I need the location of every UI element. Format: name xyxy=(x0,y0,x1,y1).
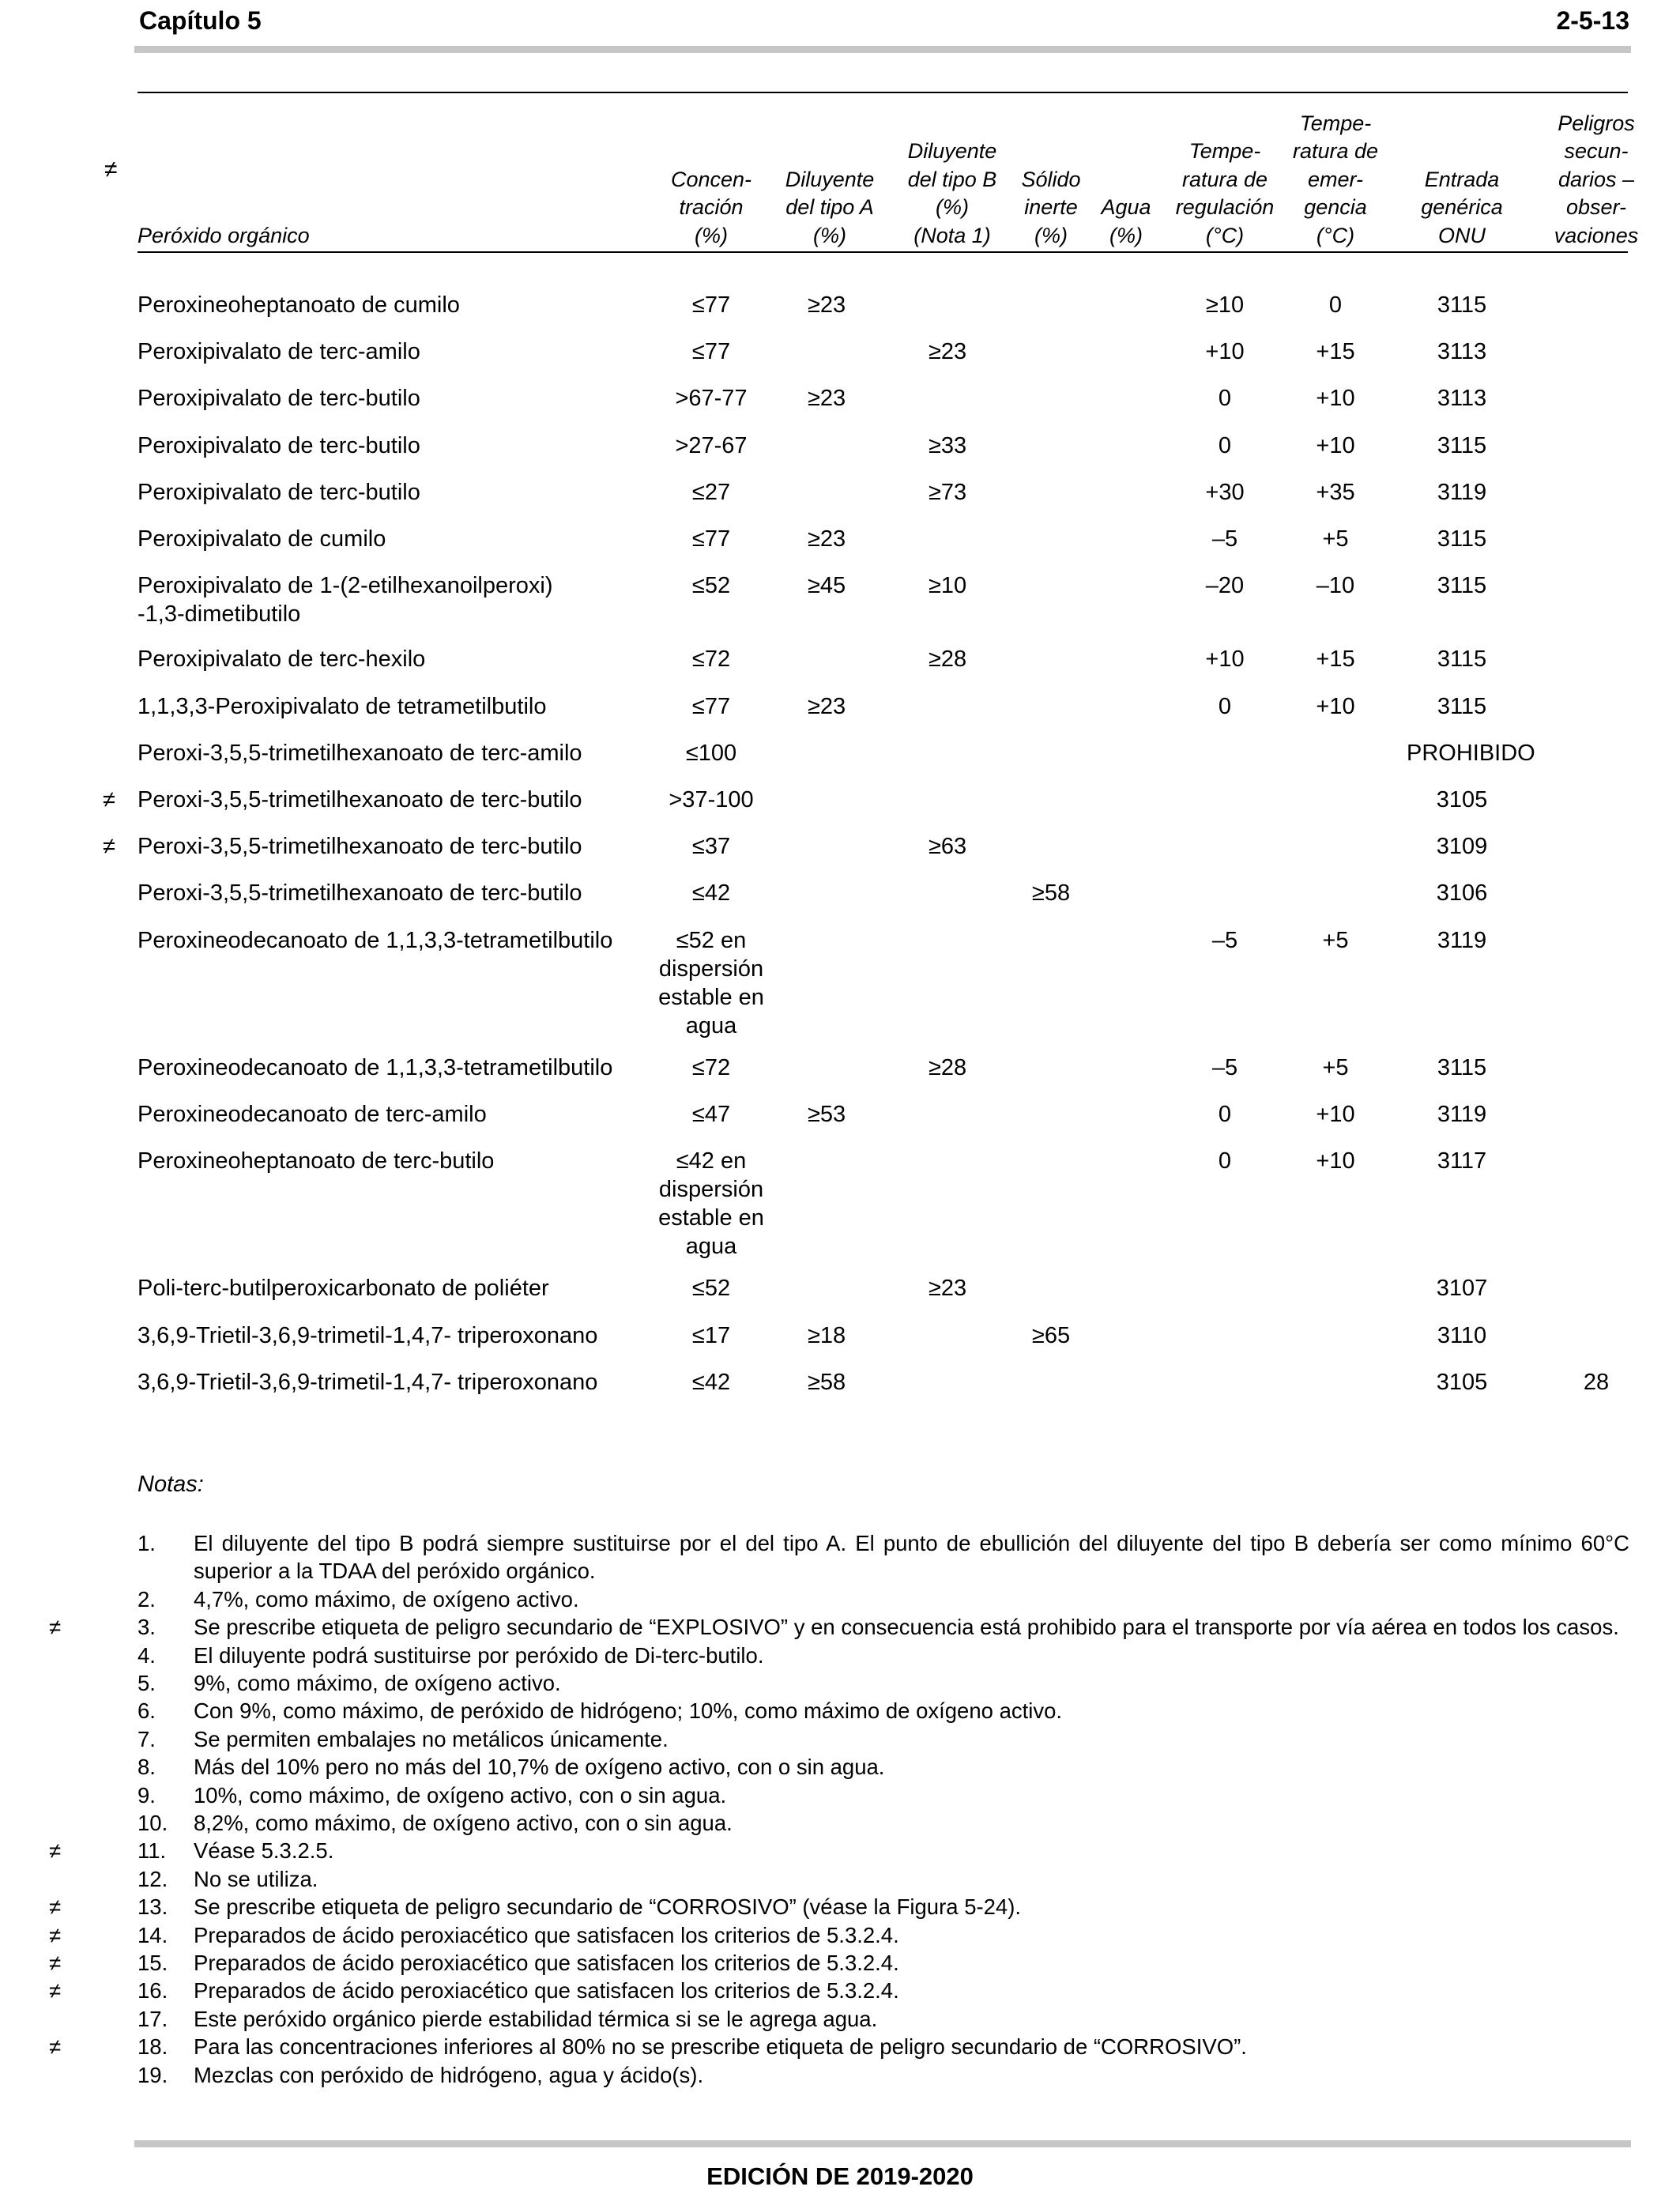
revision-mark: ≠ xyxy=(49,1615,62,1640)
note-number: 18. xyxy=(137,2034,168,2060)
note-text: Se permiten embalajes no metálicos únicamente. xyxy=(194,1726,669,1751)
col-header-line: (%) xyxy=(695,223,728,247)
cell-concentration xyxy=(648,692,774,721)
cell-concentration xyxy=(648,1054,774,1082)
cell-control-temp: +10 xyxy=(1205,339,1245,365)
cell-emergency-temp: +10 xyxy=(1316,386,1355,412)
note-text: El diluyente podrá sustituirse por peróxido de Di-terc-butilo. xyxy=(194,1642,764,1668)
cell-emergency-temp: +10 xyxy=(1316,1148,1355,1174)
revision-mark: ≠ xyxy=(49,1951,62,1975)
cell-concentration xyxy=(648,926,774,1040)
cell-un-entry: 3115 xyxy=(1437,647,1487,673)
cell-un-entry: 3115 xyxy=(1437,526,1487,552)
cell-concentration-line: ≤52 xyxy=(691,573,731,599)
cell-un-entry: 3107 xyxy=(1436,1276,1488,1302)
cell-substance-name xyxy=(137,692,643,721)
cell-concentration xyxy=(648,432,774,460)
cell-un-entry: 3109 xyxy=(1436,834,1488,860)
cell-emergency-temp: +5 xyxy=(1322,927,1349,953)
cell-concentration-line: ≤37 xyxy=(691,834,731,860)
cell-substance-name xyxy=(137,645,643,673)
note-number: 10. xyxy=(137,1811,168,1835)
note-text: Preparados de ácido peroxiacético que satisfacen los criterios de 5.3.2.4. xyxy=(194,1978,899,2004)
col-header-line: emer- xyxy=(1307,167,1364,191)
col-header-name xyxy=(137,222,454,251)
col-header-line: Agua xyxy=(1101,195,1151,219)
note-text: Más del 10% pero no más del 10,7% de oxígeno activo, con o sin agua. xyxy=(194,1755,885,1780)
note-text: Este peróxido orgánico pierde estabilidad térmica si se le agrega agua. xyxy=(194,2006,878,2031)
footer-edition: EDICIÓN DE 2019-2020 xyxy=(706,2162,974,2190)
cell-diluent-b: ≥10 xyxy=(929,573,967,599)
cell-concentration-line: ≤100 xyxy=(685,740,737,766)
col-header-line: del tipo A xyxy=(785,195,874,219)
cell-substance-name xyxy=(137,1054,643,1082)
table-header xyxy=(0,101,1680,250)
note-number: 2. xyxy=(137,1586,156,1612)
cell-substance-name xyxy=(137,832,643,861)
cell-control-temp: +30 xyxy=(1205,479,1245,505)
cell-diluent-a: ≥23 xyxy=(808,292,846,318)
cell-control-temp: –5 xyxy=(1211,526,1238,552)
cell-substance-name-line: Peroxineoheptanoato de cumilo xyxy=(137,292,460,318)
cell-concentration xyxy=(648,786,774,814)
cell-substance-name xyxy=(137,571,643,628)
note-text: El diluyente del tipo B podrá siempre sustituirse por el del tipo A. El punto de ebullición del diluyente del tipo B debería ser como mínimo 60°C superior a la TDAA del peróxido orgánico. xyxy=(194,1531,1629,1584)
cell-un-entry: 3119 xyxy=(1437,927,1487,953)
cell-control-temp: 0 xyxy=(1218,432,1232,458)
col-header-line: Diluyente xyxy=(785,167,875,191)
note-text: Para las concentraciones inferiores al 80% no se prescribe etiqueta de peligro secundario de “CORROSIVO”. xyxy=(194,2034,1247,2060)
col-header-un-entry xyxy=(1407,166,1517,251)
cell-concentration xyxy=(648,1368,774,1397)
note-number: 4. xyxy=(137,1642,156,1668)
cell-concentration xyxy=(648,832,774,861)
cell-substance-name-line: Peroxipivalato de terc-amilo xyxy=(137,339,420,365)
cell-concentration xyxy=(648,1147,774,1261)
cell-substance-name xyxy=(137,926,643,955)
cell-un-entry: 3113 xyxy=(1437,386,1487,412)
cell-substance-name-line: Peroxi-3,5,5-trimetilhexanoato de terc-butilo xyxy=(137,834,582,860)
cell-diluent-b: ≥23 xyxy=(929,1276,967,1302)
cell-concentration-line: estable en xyxy=(658,984,764,1010)
cell-concentration xyxy=(648,879,774,907)
note-number: 17. xyxy=(137,2006,168,2031)
col-header-line: Diluyente xyxy=(907,139,997,163)
cell-diluent-b: ≥73 xyxy=(929,479,967,505)
cell-emergency-temp: –10 xyxy=(1316,573,1355,599)
note-number: 15. xyxy=(137,1951,168,1975)
note-number: 3. xyxy=(137,1615,156,1640)
cell-concentration-line: ≤77 xyxy=(691,292,731,318)
col-header-line: gencia xyxy=(1304,195,1367,219)
cell-diluent-b: ≥23 xyxy=(929,339,967,365)
cell-substance-name-line: Peroxineodecanoato de 1,1,3,3-tetrametilbutilo xyxy=(137,1054,613,1080)
revision-mark: ≠ xyxy=(49,1838,62,1864)
cell-concentration-line: ≤52 en xyxy=(676,927,747,953)
note-text: Preparados de ácido peroxiacético que satisfacen los criterios de 5.3.2.4. xyxy=(194,1951,899,1975)
cell-un-entry: 3115 xyxy=(1437,693,1487,719)
cell-diluent-b: ≥33 xyxy=(929,432,967,458)
cell-un-entry: 3119 xyxy=(1437,479,1487,505)
note-number: 14. xyxy=(137,1922,168,1947)
cell-concentration xyxy=(648,525,774,553)
cell-control-temp: –5 xyxy=(1211,1054,1238,1080)
chapter-title: Capítulo 5 xyxy=(139,6,262,35)
cell-substance-name-line: Peroxi-3,5,5-trimetilhexanoato de terc-butilo xyxy=(137,880,582,907)
table-top-rule xyxy=(137,92,1628,93)
cell-substance-name-line: Peroxineodecanoato de 1,1,3,3-tetrametilbutilo xyxy=(137,927,613,953)
note-number: 19. xyxy=(137,2062,168,2087)
notes-title: Notas: xyxy=(137,1472,204,1497)
cell-concentration xyxy=(648,739,774,767)
cell-substance-name-line: Peroxipivalato de terc-butilo xyxy=(137,479,420,505)
cell-substance-name-line: Peroxipivalato de 1-(2-etilhexanoilperoxi) xyxy=(137,573,553,599)
cell-control-temp: +10 xyxy=(1205,647,1245,673)
cell-substance-name xyxy=(137,739,643,767)
cell-un-entry: 3115 xyxy=(1437,1054,1487,1080)
cell-substance-name xyxy=(137,1100,643,1129)
cell-concentration-line: agua xyxy=(685,1234,737,1260)
revision-mark: ≠ xyxy=(49,2034,62,2060)
cell-concentration-line: ≤77 xyxy=(691,526,731,552)
cell-control-temp: –20 xyxy=(1205,573,1245,599)
cell-substance-name-line: Peroxineoheptanoato de terc-butilo xyxy=(137,1148,495,1174)
cell-substance-name-line: Peroxipivalato de cumilo xyxy=(137,526,386,552)
col-header-line: Tempe- xyxy=(1188,139,1261,163)
cell-concentration xyxy=(648,1100,774,1129)
note-text: 9%, como máximo, de oxígeno activo. xyxy=(194,1671,561,1695)
cell-concentration-line: ≤72 xyxy=(691,1054,731,1080)
cell-concentration-line: ≤47 xyxy=(691,1102,731,1127)
col-header-subsidiary-risks xyxy=(1533,110,1659,251)
note-number: 9. xyxy=(137,1782,156,1808)
note-text: Con 9%, como máximo, de peróxido de hidrógeno; 10%, como máximo de oxígeno activo. xyxy=(194,1698,1063,1724)
cell-concentration-line: >37-100 xyxy=(669,787,754,812)
cell-concentration-line: >67-77 xyxy=(675,386,748,412)
cell-un-entry: 3119 xyxy=(1437,1102,1487,1127)
col-header-line: ratura de xyxy=(1292,139,1379,163)
cell-diluent-a: ≥23 xyxy=(808,526,846,552)
cell-control-temp: –5 xyxy=(1211,927,1238,953)
cell-concentration-line: ≤42 en xyxy=(676,1148,747,1174)
note-text: Véase 5.3.2.5. xyxy=(194,1838,334,1864)
note-text: No se utiliza. xyxy=(194,1866,318,1891)
cell-un-entry: 3115 xyxy=(1437,573,1487,599)
cell-un-entry: 3110 xyxy=(1437,1322,1487,1348)
col-header-emergency-temp xyxy=(1288,110,1383,251)
note-text: Se prescribe etiqueta de peligro secundario de “EXPLOSIVO” y en consecuencia está prohibido para el transporte por vía aérea en todos los casos. xyxy=(194,1615,1619,1640)
cell-concentration-line: >27-67 xyxy=(675,432,748,458)
note-number: 5. xyxy=(137,1671,156,1695)
cell-concentration xyxy=(648,337,774,366)
note-text: Preparados de ácido peroxiacético que satisfacen los criterios de 5.3.2.4. xyxy=(194,1922,899,1947)
cell-substance-name xyxy=(137,1368,643,1397)
cell-emergency-temp: +5 xyxy=(1322,1054,1349,1080)
cell-emergency-temp: +35 xyxy=(1316,479,1355,505)
col-header-line: vaciones xyxy=(1554,223,1639,247)
col-header-line: secun- xyxy=(1564,139,1629,163)
cell-diluent-a: ≥23 xyxy=(808,386,846,412)
col-header-concentration xyxy=(648,166,774,251)
note-number: 7. xyxy=(137,1726,156,1751)
table-header-rule xyxy=(137,251,1628,253)
col-header-line: Concen- xyxy=(670,167,752,191)
cell-diluent-b: ≥63 xyxy=(929,834,967,860)
col-header-line: (Nota 1) xyxy=(913,223,991,247)
cell-substance-name xyxy=(137,1321,643,1350)
cell-substance-name xyxy=(137,432,643,460)
cell-control-temp: ≥10 xyxy=(1205,292,1245,318)
cell-diluent-a: ≥18 xyxy=(808,1322,846,1348)
cell-concentration-line: ≤27 xyxy=(691,479,731,505)
cell-concentration xyxy=(648,1321,774,1350)
cell-diluent-a: ≥53 xyxy=(808,1102,846,1127)
col-header-line: darios – xyxy=(1558,167,1635,191)
note-text: Mezclas con peróxido de hidrógeno, agua y ácido(s). xyxy=(194,2062,704,2087)
col-header-line: (%) xyxy=(813,223,846,247)
col-header-line: del tipo B xyxy=(907,167,997,191)
cell-concentration xyxy=(648,645,774,673)
cell-substance-name xyxy=(137,291,643,319)
col-header-line: (°C) xyxy=(1205,223,1245,247)
cell-concentration-line: ≤42 xyxy=(691,1369,731,1395)
cell-emergency-temp: +10 xyxy=(1316,432,1355,458)
cell-substance-name-line: 3,6,9-Trietil-3,6,9-trimetil-1,4,7- triperoxonano xyxy=(137,1322,598,1348)
cell-substance-name-line: Peroxi-3,5,5-trimetilhexanoato de terc-amilo xyxy=(137,740,582,766)
cell-emergency-temp: +5 xyxy=(1322,526,1349,552)
cell-diluent-b: ≥28 xyxy=(929,1054,967,1080)
note-number: 16. xyxy=(137,1978,168,2004)
cell-substance-name-line: Peroxipivalato de terc-butilo xyxy=(137,432,420,458)
cell-substance-name xyxy=(137,478,643,507)
cell-concentration-line: ≤52 xyxy=(691,1276,731,1302)
note-number: 1. xyxy=(137,1531,156,1555)
cell-emergency-temp: 0 xyxy=(1328,292,1343,318)
col-header-water xyxy=(1094,194,1158,250)
col-header-line: ONU xyxy=(1438,223,1486,247)
cell-concentration xyxy=(648,478,774,507)
note-number: 13. xyxy=(137,1894,168,1920)
cell-substance-name-line: Peroxi-3,5,5-trimetilhexanoato de terc-butilo xyxy=(137,787,582,812)
cell-substance-name xyxy=(137,1147,643,1175)
cell-un-entry: 3105 xyxy=(1436,1369,1488,1395)
col-header-line: (%) xyxy=(1034,223,1068,247)
cell-diluent-b: ≥28 xyxy=(929,647,967,673)
cell-concentration-line: ≤72 xyxy=(691,647,731,673)
cell-concentration-line: ≤77 xyxy=(691,693,731,719)
cell-concentration-line: ≤17 xyxy=(691,1322,731,1348)
cell-substance-name-line: -1,3-dimetibutilo xyxy=(137,601,301,628)
cell-inert-solid: ≥58 xyxy=(1031,880,1071,907)
col-header-line: (%) xyxy=(1109,223,1143,247)
cell-concentration-line: agua xyxy=(685,1012,737,1039)
cell-control-temp: 0 xyxy=(1218,1102,1232,1127)
revision-mark: ≠ xyxy=(104,156,118,183)
cell-substance-name xyxy=(137,384,643,413)
revision-mark: ≠ xyxy=(49,1922,62,1947)
cell-un-entry: 3115 xyxy=(1437,292,1487,318)
cell-emergency-temp: +10 xyxy=(1316,693,1355,719)
col-header-line: Entrada xyxy=(1424,167,1500,191)
revision-mark: ≠ xyxy=(49,1894,62,1920)
cell-substance-name-line: Peroxineodecanoato de terc-amilo xyxy=(137,1102,487,1127)
col-header-line: Peligros xyxy=(1558,111,1635,135)
note-text: Se prescribe etiqueta de peligro secundario de “CORROSIVO” (véase la Figura 5-24). xyxy=(194,1894,1022,1920)
page-number: 2-5-13 xyxy=(1556,6,1629,35)
col-header-line: regulación xyxy=(1175,195,1275,219)
cell-diluent-a: ≥58 xyxy=(808,1369,846,1395)
col-header-line: (°C) xyxy=(1316,223,1355,247)
cell-inert-solid: ≥65 xyxy=(1031,1322,1071,1348)
note-number: 11. xyxy=(137,1838,167,1864)
cell-un-entry: 3115 xyxy=(1437,432,1487,458)
cell-subsidiary-risks: 28 xyxy=(1583,1369,1610,1395)
cell-un-entry: 3105 xyxy=(1436,787,1488,812)
cell-substance-name xyxy=(137,525,643,553)
cell-concentration xyxy=(648,571,774,600)
cell-substance-name-line: Peroxipivalato de terc-butilo xyxy=(137,386,420,412)
cell-substance-name xyxy=(137,786,643,814)
note-number: 12. xyxy=(137,1866,168,1891)
revision-mark: ≠ xyxy=(103,834,115,860)
cell-concentration-line: dispersión xyxy=(658,956,764,982)
col-header-line: tración xyxy=(679,195,744,219)
footer-rule xyxy=(134,2140,1631,2147)
col-header-diluent-b xyxy=(893,138,1011,250)
cell-control-temp: 0 xyxy=(1218,1148,1232,1174)
note-text: 10%, como máximo, de oxígeno activo, con o sin agua. xyxy=(194,1782,727,1808)
col-header-control-temp xyxy=(1162,138,1288,250)
col-header-line: ratura de xyxy=(1181,167,1268,191)
cell-concentration xyxy=(648,1274,774,1302)
cell-diluent-a: ≥23 xyxy=(808,693,846,719)
page-header xyxy=(136,0,1629,46)
cell-emergency-temp: +15 xyxy=(1316,647,1355,673)
col-header-line: (%) xyxy=(936,195,969,219)
cell-substance-name xyxy=(137,337,643,366)
col-header-line: Peróxido orgánico xyxy=(137,223,310,247)
note-number: 8. xyxy=(137,1755,156,1780)
cell-substance-name-line: Peroxipivalato de terc-hexilo xyxy=(137,647,426,673)
cell-substance-name xyxy=(137,879,643,907)
cell-control-temp: 0 xyxy=(1218,386,1232,412)
cell-concentration-line: ≤42 xyxy=(691,880,731,907)
col-header-diluent-a xyxy=(778,166,881,251)
note-number: 6. xyxy=(137,1698,156,1724)
cell-concentration-line: dispersión xyxy=(658,1177,764,1203)
cell-concentration xyxy=(648,384,774,413)
cell-diluent-a: ≥45 xyxy=(808,573,846,599)
revision-mark: ≠ xyxy=(103,787,115,812)
col-header-inert-solid xyxy=(1015,166,1087,251)
revision-mark: ≠ xyxy=(49,1978,62,2004)
cell-emergency-temp: +15 xyxy=(1316,339,1355,365)
cell-substance-name-line: 1,1,3,3-Peroxipivalato de tetrametilbutilo xyxy=(137,693,547,719)
cell-substance-name-line: Poli-terc-butilperoxicarbonato de poliéter xyxy=(137,1276,549,1302)
note-text: 4,7%, como máximo, de oxígeno activo. xyxy=(194,1586,579,1612)
cell-control-temp: 0 xyxy=(1218,693,1232,719)
cell-concentration xyxy=(648,291,774,319)
col-header-line: Tempe- xyxy=(1299,111,1372,135)
cell-un-entry: 3117 xyxy=(1437,1148,1487,1174)
cell-un-entry: 3113 xyxy=(1437,339,1487,365)
cell-un-entry: PROHIBIDO xyxy=(1407,740,1535,766)
cell-concentration-line: estable en xyxy=(658,1205,764,1231)
cell-substance-name-line: 3,6,9-Trietil-3,6,9-trimetil-1,4,7- triperoxonano xyxy=(137,1369,598,1395)
col-header-line: genérica xyxy=(1421,195,1503,219)
cell-un-entry: 3106 xyxy=(1436,880,1488,907)
col-header-line: Sólido xyxy=(1021,167,1081,191)
col-header-line: inerte xyxy=(1024,195,1078,219)
note-text: 8,2%, como máximo, de oxígeno activo, con o sin agua. xyxy=(194,1811,733,1835)
header-rule xyxy=(134,46,1631,53)
cell-substance-name xyxy=(137,1274,643,1302)
cell-concentration-line: ≤77 xyxy=(691,339,731,365)
col-header-line: obser- xyxy=(1565,195,1627,219)
cell-emergency-temp: +10 xyxy=(1316,1102,1355,1127)
